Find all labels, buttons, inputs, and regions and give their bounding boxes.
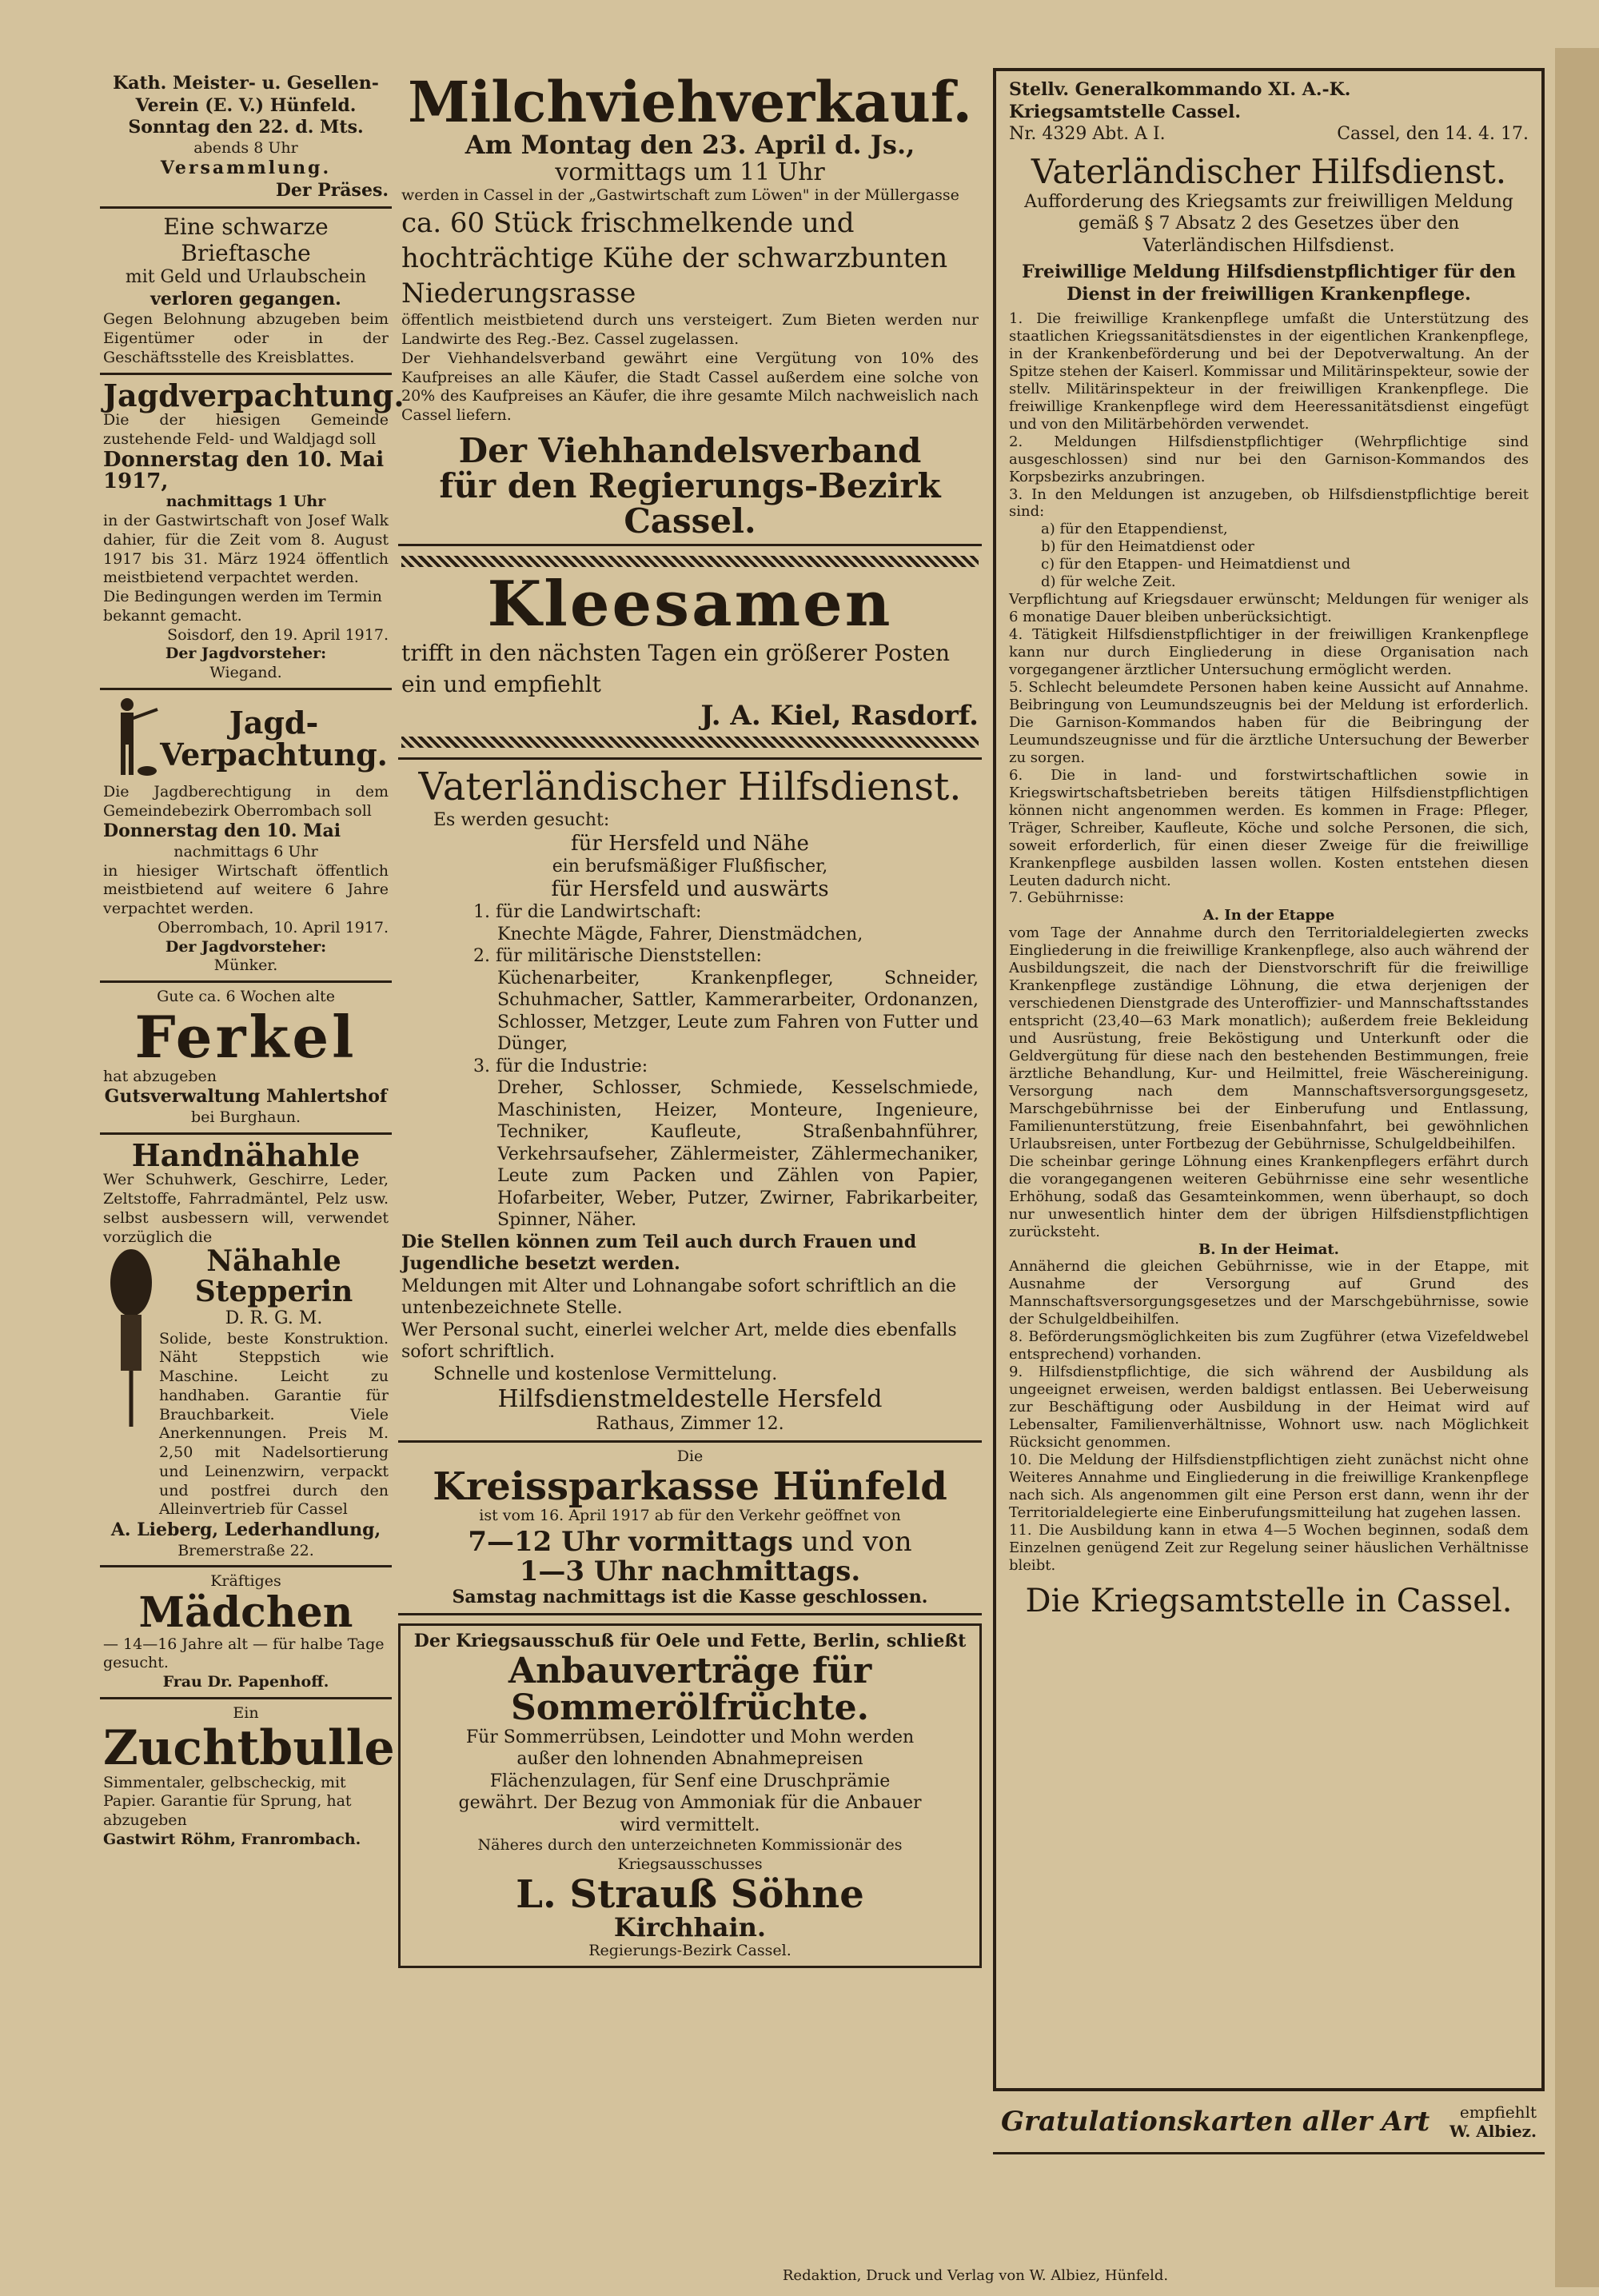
kriegsamt-pB: B. In der Heimat. <box>1198 1240 1339 1258</box>
kriegsamt-h4: Cassel, den 14. 4. 17. <box>1337 124 1529 144</box>
kriegsamt-p6: 6. Die in land- und forstwirtschaftlichen sowie in Kriegswirtschaftsbetrieben bereits tätigen Hilfsdienstpflichtigen können nicht angenommen werden. Es kommen in Frage: Pfleger, Träger, Schreiber, Kaufleute, Köche und solche Personen, die sich, soweit erforderlich, für einen dieser Zweige für die freiwillige Krankenpflege ausbilden lassen wollen. Kosten entstehen diesen Leuten dadurch nicht. <box>1009 766 1529 889</box>
hilfs-i2: 2. für militärische Dienststellen: <box>473 946 762 967</box>
kasse-t1b: und von <box>792 1525 912 1558</box>
awl-icon <box>103 1247 159 1431</box>
ahle-body2: Solide, beste Konstruktion. Näht Steppstich wie Maschine. Leicht zu handhaben. Garantie für Brauchbarkeit. Viele Anerkennungen. Preis M. 2,50 mit Nadelsortierung und Leinenzwirn, verpackt und postfrei durch den Alleinvertrieb für Cassel <box>159 1329 389 1519</box>
kriegsamt-sub: Aufforderung des Kriegsamts zur freiwilligen Meldung gemäß § 7 Absatz 2 des Gesetzes über den Vaterländischen Hilfsdienst. <box>1024 191 1513 256</box>
kriegsamt-p3c: c) für den Etappen- und Heimatdienst und <box>1041 556 1351 573</box>
ad-verein <box>100 68 392 209</box>
hilfs-i2b: Küchenarbeiter, Krankenpfleger, Schneider, Schuhmacher, Sattler, Kammerarbeiter, Ordonanzen, Schlosser, Metzger, Leute zum Fahren von Futter und Dünger, <box>497 968 979 1055</box>
kriegsamt-p3a: a) für den Etappendienst, <box>1041 521 1228 538</box>
ad-ferkel <box>100 983 392 1134</box>
kasse-t2: 1—3 Uhr nachmittags. <box>519 1555 861 1587</box>
ahle-addr: Bremerstraße 22. <box>177 1541 314 1559</box>
hilfs-addr: Rathaus, Zimmer 12. <box>596 1414 784 1435</box>
ad-milchvieh <box>398 68 982 546</box>
ad-jagd-1 <box>100 375 405 690</box>
jagd2-time: nachmittags 6 Uhr <box>173 842 318 861</box>
kriegsamt-p9: 9. Hilfsdienstpflichtige, die sich während der Ausbildung als ungeeignet erweisen, werden baldigst entlassen. Bei Ueberweisung zur Beschäftigung oder Ausbildung in der Heimat wird auf Lebensalter, Familienverhältnisse, Wohnort usw. nach Möglichkeit Rücksicht genommen. <box>1009 1364 1529 1451</box>
kasse-title: Kreissparkasse Hünfeld <box>433 1463 947 1509</box>
hilfs-i1: 1. für die Landwirtschaft: <box>473 902 702 923</box>
kriegsamt-p5: 5. Schlecht beleumdete Personen haben keine Aussicht auf Annahme. Beibringung von Leumundszeugnis bei der Meldung ist erforderlich. Die Garnison-Kommandos haben für die Beibringung der Leumundszeugnisse und für die ärztliche Untersuchung der Bewerber zu sorgen. <box>1009 679 1529 766</box>
kasse-note: Samstag nachmittags ist die Kasse geschlossen. <box>452 1586 928 1607</box>
kriegsamt-p3b: b) für den Heimatdienst oder <box>1041 538 1254 556</box>
klee-body: trifft in den nächsten Tagen ein größerer Posten ein und empfiehlt <box>401 640 951 698</box>
ferkel-l3: bei Burghaun. <box>190 1108 301 1126</box>
oel-body2: Näheres durch den unterzeichneten Kommissionär des Kriegsausschusses <box>477 1836 903 1874</box>
hilfs-intro: Es werden gesucht: <box>433 810 610 831</box>
hunter-icon <box>103 695 159 783</box>
verein-date: Sonntag den 22. d. Mts. <box>128 117 364 138</box>
hilfs-title: Vaterländischer Hilfsdienst. <box>418 765 962 810</box>
verein-event: Versammlung. <box>160 158 332 179</box>
ahle-t3: Stepperin <box>194 1275 353 1309</box>
ad-brieftasche <box>100 209 392 374</box>
notice-kriegsamt <box>993 68 1545 2091</box>
ferkel-l1: hat abzugeben <box>103 1067 217 1085</box>
kriegsamt-pA2: Die scheinbar geringe Löhnung eines Krankenpflegers erfährt durch die vorangegangenen weiteren Gebührnisse eine sehr wesentliche Erhöhung, sodaß das Gesamteinkommen, wenn überhaupt, so doch nur unwesentlich hinter dem der übrigen Hilfsdienstpflichtigen zurücksteht. <box>1009 1152 1529 1240</box>
jagd1-body2: in der Gastwirtschaft von Josef Walk dahier, für die Zeit vom 8. August 1917 bis 31. März 1924 öffentlich meistbietend verpachtet werden. <box>103 512 389 587</box>
kriegsamt-sign: Die Kriegsamtstelle in Cassel. <box>1025 1582 1513 1619</box>
hilfs-sign: Hilfsdienstmeldestelle Hersfeld <box>497 1385 883 1414</box>
jagd2-body2: in hiesiger Wirtschaft öffentlich meistbietend auf weitere 6 Jahre verpachtet werden. <box>103 861 389 918</box>
hilfs-h1b: ein berufsmäßiger Flußfischer, <box>552 856 828 876</box>
maedchen-title: Mädchen <box>138 1588 353 1638</box>
hilfs-n3: Wer Personal sucht, einerlei welcher Art, melde dies ebenfalls sofort schriftlich. <box>401 1320 957 1363</box>
ad-hilfsdienst-hersfeld <box>398 760 982 1443</box>
oel-title: Anbauverträge für Sommerölfrüchte. <box>508 1650 872 1728</box>
jagd1-body3: Die Bedingungen werden im Termin bekannt gemacht. <box>103 588 382 625</box>
milch-time: vormittags um 11 Uhr <box>555 158 825 187</box>
hilfs-i3: 3. für die Industrie: <box>473 1056 648 1076</box>
jagd2-title2: Verpachtung. <box>160 736 388 773</box>
milch-body3: Der Viehhandelsverband gewährt eine Vergütung von 10% des Kaufpreises an alle Käufer, die Stadt Cassel außerdem eine solche von 20% des Kaufpreises an Käufer, die ihre gesamte Milch nachweislich nach Cassel liefern. <box>401 349 979 425</box>
kriegsamt-p3: 3. In den Meldungen ist anzugeben, ob Hilfsdienstpflichtige bereit sind: <box>1009 485 1529 521</box>
bulle-pre: Ein <box>233 1703 259 1722</box>
next-page-edge <box>1555 48 1599 2287</box>
grat-text: Gratulationskarten aller Art <box>1001 2106 1430 2138</box>
ahle-t4: D. R. G. M. <box>225 1308 323 1329</box>
jagd1-sign: Der Jagdvorsteher: <box>165 645 327 663</box>
oel-body: Für Sommerrübsen, Leindotter und Mohn werden außer den lohnenden Abnahmepreisen Flächenzulagen, für Senf eine Druschprämie gewährt. Der Bezug von Ammoniak für die Anbauer wird vermittelt. <box>458 1727 922 1835</box>
milch-sign2: für den Regierungs-Bezirk Cassel. <box>439 466 941 541</box>
kriegsamt-h1: Stellv. Generalkommando XI. A.-K. <box>1009 79 1351 100</box>
hilfs-h1: für Hersfeld und Nähe <box>571 831 809 856</box>
kriegsamt-p4: 4. Tätigkeit Hilfsdienstpflichtiger in der freiwilligen Krankenpflege kann nur durch Eingliederung in diese Organisation nach vorgegangener ärztlicher Untersuchung ermöglicht werden. <box>1009 626 1529 679</box>
ahle-body: Wer Schuhwerk, Geschirre, Leder, Zeltstoffe, Fahrradmäntel, Pelz usw. selbst ausbessern will, verwendet vorzüglich die <box>103 1171 389 1246</box>
ahle-t2: Nähahle <box>206 1244 341 1279</box>
maedchen-body: — 14—16 Jahre alt — für halbe Tage gesucht. <box>103 1635 385 1672</box>
hilfs-i3b: Dreher, Schlosser, Schmiede, Kesselschmiede, Maschinisten, Heizer, Monteure, Ingenieure, Techniker, Kaufleute, Straßenbahnführer, Verkehrsaufseher, Zählermeister, Zählermechaniker, Leute zum Packen und Zählen von Papier, Hofarbeiter, Weber, Putzer, Zwirner, Fabrikarbeiter, Spinner, Näher. <box>497 1078 979 1231</box>
jagd2-sign: Der Jagdvorsteher: <box>165 937 327 956</box>
kasse-pre: Die <box>676 1447 704 1465</box>
milch-title: Milchviehverkauf. <box>408 69 972 135</box>
hilfs-i1b: Knechte Mägde, Fahrer, Dienstmädchen, <box>497 924 863 944</box>
jagd1-name: Wiegand. <box>209 664 282 682</box>
kasse-body: ist vom 16. April 1917 ab für den Verkehr geöffnet von <box>479 1507 901 1525</box>
grat-emp: empfiehlt <box>1459 2102 1537 2122</box>
kriegsamt-p2: 2. Meldungen Hilfsdienstpflichtiger (Wehrpflichtige sind ausgeschlossen) sind nur bei den Garnison-Kommandos des Korpsbezirks anzubringen. <box>1009 433 1529 485</box>
ad-jagd-2 <box>100 690 392 983</box>
kasse-t1: 7—12 Uhr vormittags <box>468 1525 793 1558</box>
jagd1-place: Soisdorf, den 19. April 1917. <box>167 625 389 644</box>
ad-oelfruechte <box>398 1623 982 1968</box>
oel-place: Kirchhain. <box>613 1912 767 1943</box>
milch-body2: öffentlich meistbietend durch uns versteigert. Zum Bieten werden nur Landwirte des Reg.-Bez. Cassel zugelassen. <box>401 311 979 349</box>
kriegsamt-p10: 10. Die Meldung der Hilfsdienstpflichtigen zieht zunächst nicht ohne Weiteres Annahme und Eingliederung in die freiwillige Krankenpflege nach sich. Als angenommen gilt eine Person erst dann, wenn ihr der Territorialdelegierte eine Einberufungsmitteilung hat zugehen lassen. <box>1009 1451 1529 1521</box>
hilfs-h2: für Hersfeld und auswärts <box>551 877 829 902</box>
kriegsamt-title: Vaterländischer Hilfsdienst. <box>1031 151 1507 191</box>
hilfs-n1: Die Stellen können zum Teil auch durch Frauen und Jugendliche besetzt werden. <box>401 1231 917 1275</box>
jagd2-place: Oberrombach, 10. April 1917. <box>158 918 389 936</box>
jagd1-body: Die der hiesigen Gemeinde zustehende Feld- und Waldjagd soll <box>103 411 389 449</box>
column-1 <box>100 68 405 1855</box>
ornament-rule <box>401 737 979 748</box>
milch-sign1: Der Viehhandelsverband <box>458 430 922 470</box>
kriegsamt-p3d: d) für welche Zeit. <box>1041 573 1176 591</box>
milch-date: Am Montag den 23. April d. Js., <box>465 129 915 160</box>
verein-sign: Der Präses. <box>275 179 389 201</box>
ahle-title: Handnähahle <box>131 1136 361 1173</box>
brieftasche-title: Eine schwarze Brieftasche <box>163 214 329 267</box>
klee-firm: J. A. Kiel, Rasdorf. <box>700 700 979 733</box>
klee-title: Kleesamen <box>487 568 893 641</box>
ad-kleesamen <box>398 546 982 760</box>
ornament-rule <box>401 556 979 567</box>
bulle-title: Zuchtbulle <box>103 1719 395 1776</box>
jagd1-title: Jagdverpachtung. <box>103 377 405 413</box>
ad-bulle <box>100 1699 395 1855</box>
ad-kreissparkasse <box>398 1443 982 1615</box>
kriegsamt-pA1: vom Tage der Annahme durch den Territorialdelegierten zwecks Eingliederung in die freiwillige Krankenpflege, also auch während der Ausbildungszeit, die nach der Dienstvorschrift für die freiwillige Krankenpflege zuständige Löhnung, die etwa derjenigen der verschiedenen Dienstgrade des Unteroffizier- und Mannschaftsstandes entspricht (23,40—63 Mark monatlich); außerdem freie Bekleidung und Ausrüstung, freie Beköstigung und Unterkunft oder die Geldvergütung für diese nach den bestehenden Bestimmungen, freie ärztliche Behandlung, Kur- und Heilmittel, freie Wäschereinigung. Versorgung nach dem Mannschaftsversorgungsgesetz, Marschgebührnisse bei der Einberufung und Entlassung, Familienunterstützung, freie Eisenbahnfahrt, bei gewöhnlichen Urlaubsreisen, unter Fortbezug der Gebührnisse, Schulgeldbeihilfen. <box>1009 924 1529 1152</box>
kriegsamt-p7: 7. Gebührnisse: <box>1009 889 1124 907</box>
ad-gratulation <box>993 2091 1545 2154</box>
brieftasche-l2: verloren gegangen. <box>150 288 341 309</box>
brieftasche-body: Gegen Belohnung abzugeben beim Eigentümer oder in der Geschäftsstelle des Kreisblattes. <box>103 310 389 366</box>
jagd1-date: Donnerstag den 10. Mai 1917, <box>103 447 385 494</box>
kriegsamt-p11: 11. Die Ausbildung kann in etwa 4—5 Wochen beginnen, sodaß dem Einzelnen genügend Zeit zur Regelung seiner häuslichen Verhältnisse bleibt. <box>1009 1521 1529 1574</box>
jagd2-date: Donnerstag den 10. Mai <box>103 821 341 842</box>
milch-head: ca. 60 Stück frischmelkende und hochträchtige Kühe der schwarzbunten Niederungsrasse <box>401 206 948 310</box>
bulle-body: Simmentaler, gelbscheckig, mit Papier. Garantie für Sprung, hat abzugeben <box>103 1773 352 1830</box>
kriegsamt-pA: A. In der Etappe <box>1202 907 1335 924</box>
kriegsamt-pB1: Annähernd die gleichen Gebührnisse, wie in der Etappe, mit Ausnahme der Versorgung auf Grund des Mannschaftsversorgungsgesetzes und der Marschgebührnisse, sowie der Schulgeldbeihilfen. <box>1009 1258 1529 1328</box>
maedchen-sign: Frau Dr. Papenhoff. <box>162 1673 329 1691</box>
jagd2-title1: Jagd- <box>229 705 319 741</box>
grat-firm: W. Albiez. <box>1449 2122 1537 2141</box>
oel-firm: L. Strauß Söhne <box>516 1871 864 1917</box>
ferkel-l2: Gutsverwaltung Mahlertshof <box>104 1086 388 1108</box>
oel-head: Der Kriegsausschuß für Oele und Fette, Berlin, schließt <box>413 1631 967 1652</box>
kriegsamt-p8: 8. Beförderungsmöglichkeiten bis zum Zugführer (etwa Vizefeldwebel entsprechend) vorhanden. <box>1009 1328 1529 1364</box>
jagd1-time: nachmittags 1 Uhr <box>165 493 326 511</box>
ferkel-pre: Gute ca. 6 Wochen alte <box>157 988 335 1006</box>
imprint: Redaktion, Druck und Verlag von W. Albiez, Hünfeld. <box>782 2267 1169 2284</box>
ahle-firm: A. Lieberg, Lederhandlung, <box>110 1519 381 1541</box>
kriegsamt-head: Freiwillige Meldung Hilfsdienstpflichtiger für den Dienst in der freiwilligen Krankenpflege. <box>1022 262 1516 305</box>
verein-time: abends 8 Uhr <box>193 138 298 157</box>
kriegsamt-h3: Nr. 4329 Abt. A I. <box>1009 124 1166 144</box>
kriegsamt-h2: Kriegsamtstelle Cassel. <box>1009 101 1241 122</box>
column-3 <box>993 68 1545 2154</box>
ferkel-title: Ferkel <box>134 1002 357 1071</box>
hilfs-n2: Meldungen mit Alter und Lohnangabe sofort schriftlich an die untenbezeichnete Stelle. <box>401 1276 957 1319</box>
milch-body: werden in Cassel in der „Gastwirtschaft zum Löwen" in der Müllergasse <box>401 186 959 205</box>
bulle-sign: Gastwirt Röhm, Franrombach. <box>103 1830 361 1848</box>
brieftasche-l1: mit Geld und Urlaubschein <box>125 267 367 288</box>
jagd2-name: Münker. <box>213 956 278 975</box>
ad-maedchen <box>100 1567 392 1699</box>
kriegsamt-p1: 1. Die freiwillige Krankenpflege umfaßt die Unterstützung des staatlichen Kriegssanitätsdienstes in der eigentlichen Krankenpflege, in der Krankenbeförderung und bei der Depotverwaltung. An der Spitze stehen der Kaiserl. Kommissar und Militärinspekteur, sowie der stellv. Militärinspekteur in der freiwilligen Krankenpflege. Die freiwillige Krankenpflege wird dem Heeressanitätsdienst eingefügt und von den Militärbehörden verwendet. <box>1009 310 1529 433</box>
oel-reg: Regierungs-Bezirk Cassel. <box>588 1941 792 1959</box>
hilfs-n4: Schnelle und kostenlose Vermittelung. <box>433 1364 778 1384</box>
kriegsamt-p3e: Verpflichtung auf Kriegsdauer erwünscht; Meldungen für weniger als 6 monatige Dauer bleiben unberücksichtigt. <box>1009 591 1529 626</box>
jagd2-body: Die Jagdberechtigung in dem Gemeindebezirk Oberrombach soll <box>103 782 389 820</box>
maedchen-pre: Kräftiges <box>210 1572 281 1591</box>
column-2 <box>398 68 982 1968</box>
ad-ahle <box>100 1135 392 1568</box>
verein-title: Kath. Meister- u. Gesellen-Verein (E. V.) Hünfeld. <box>113 73 379 116</box>
